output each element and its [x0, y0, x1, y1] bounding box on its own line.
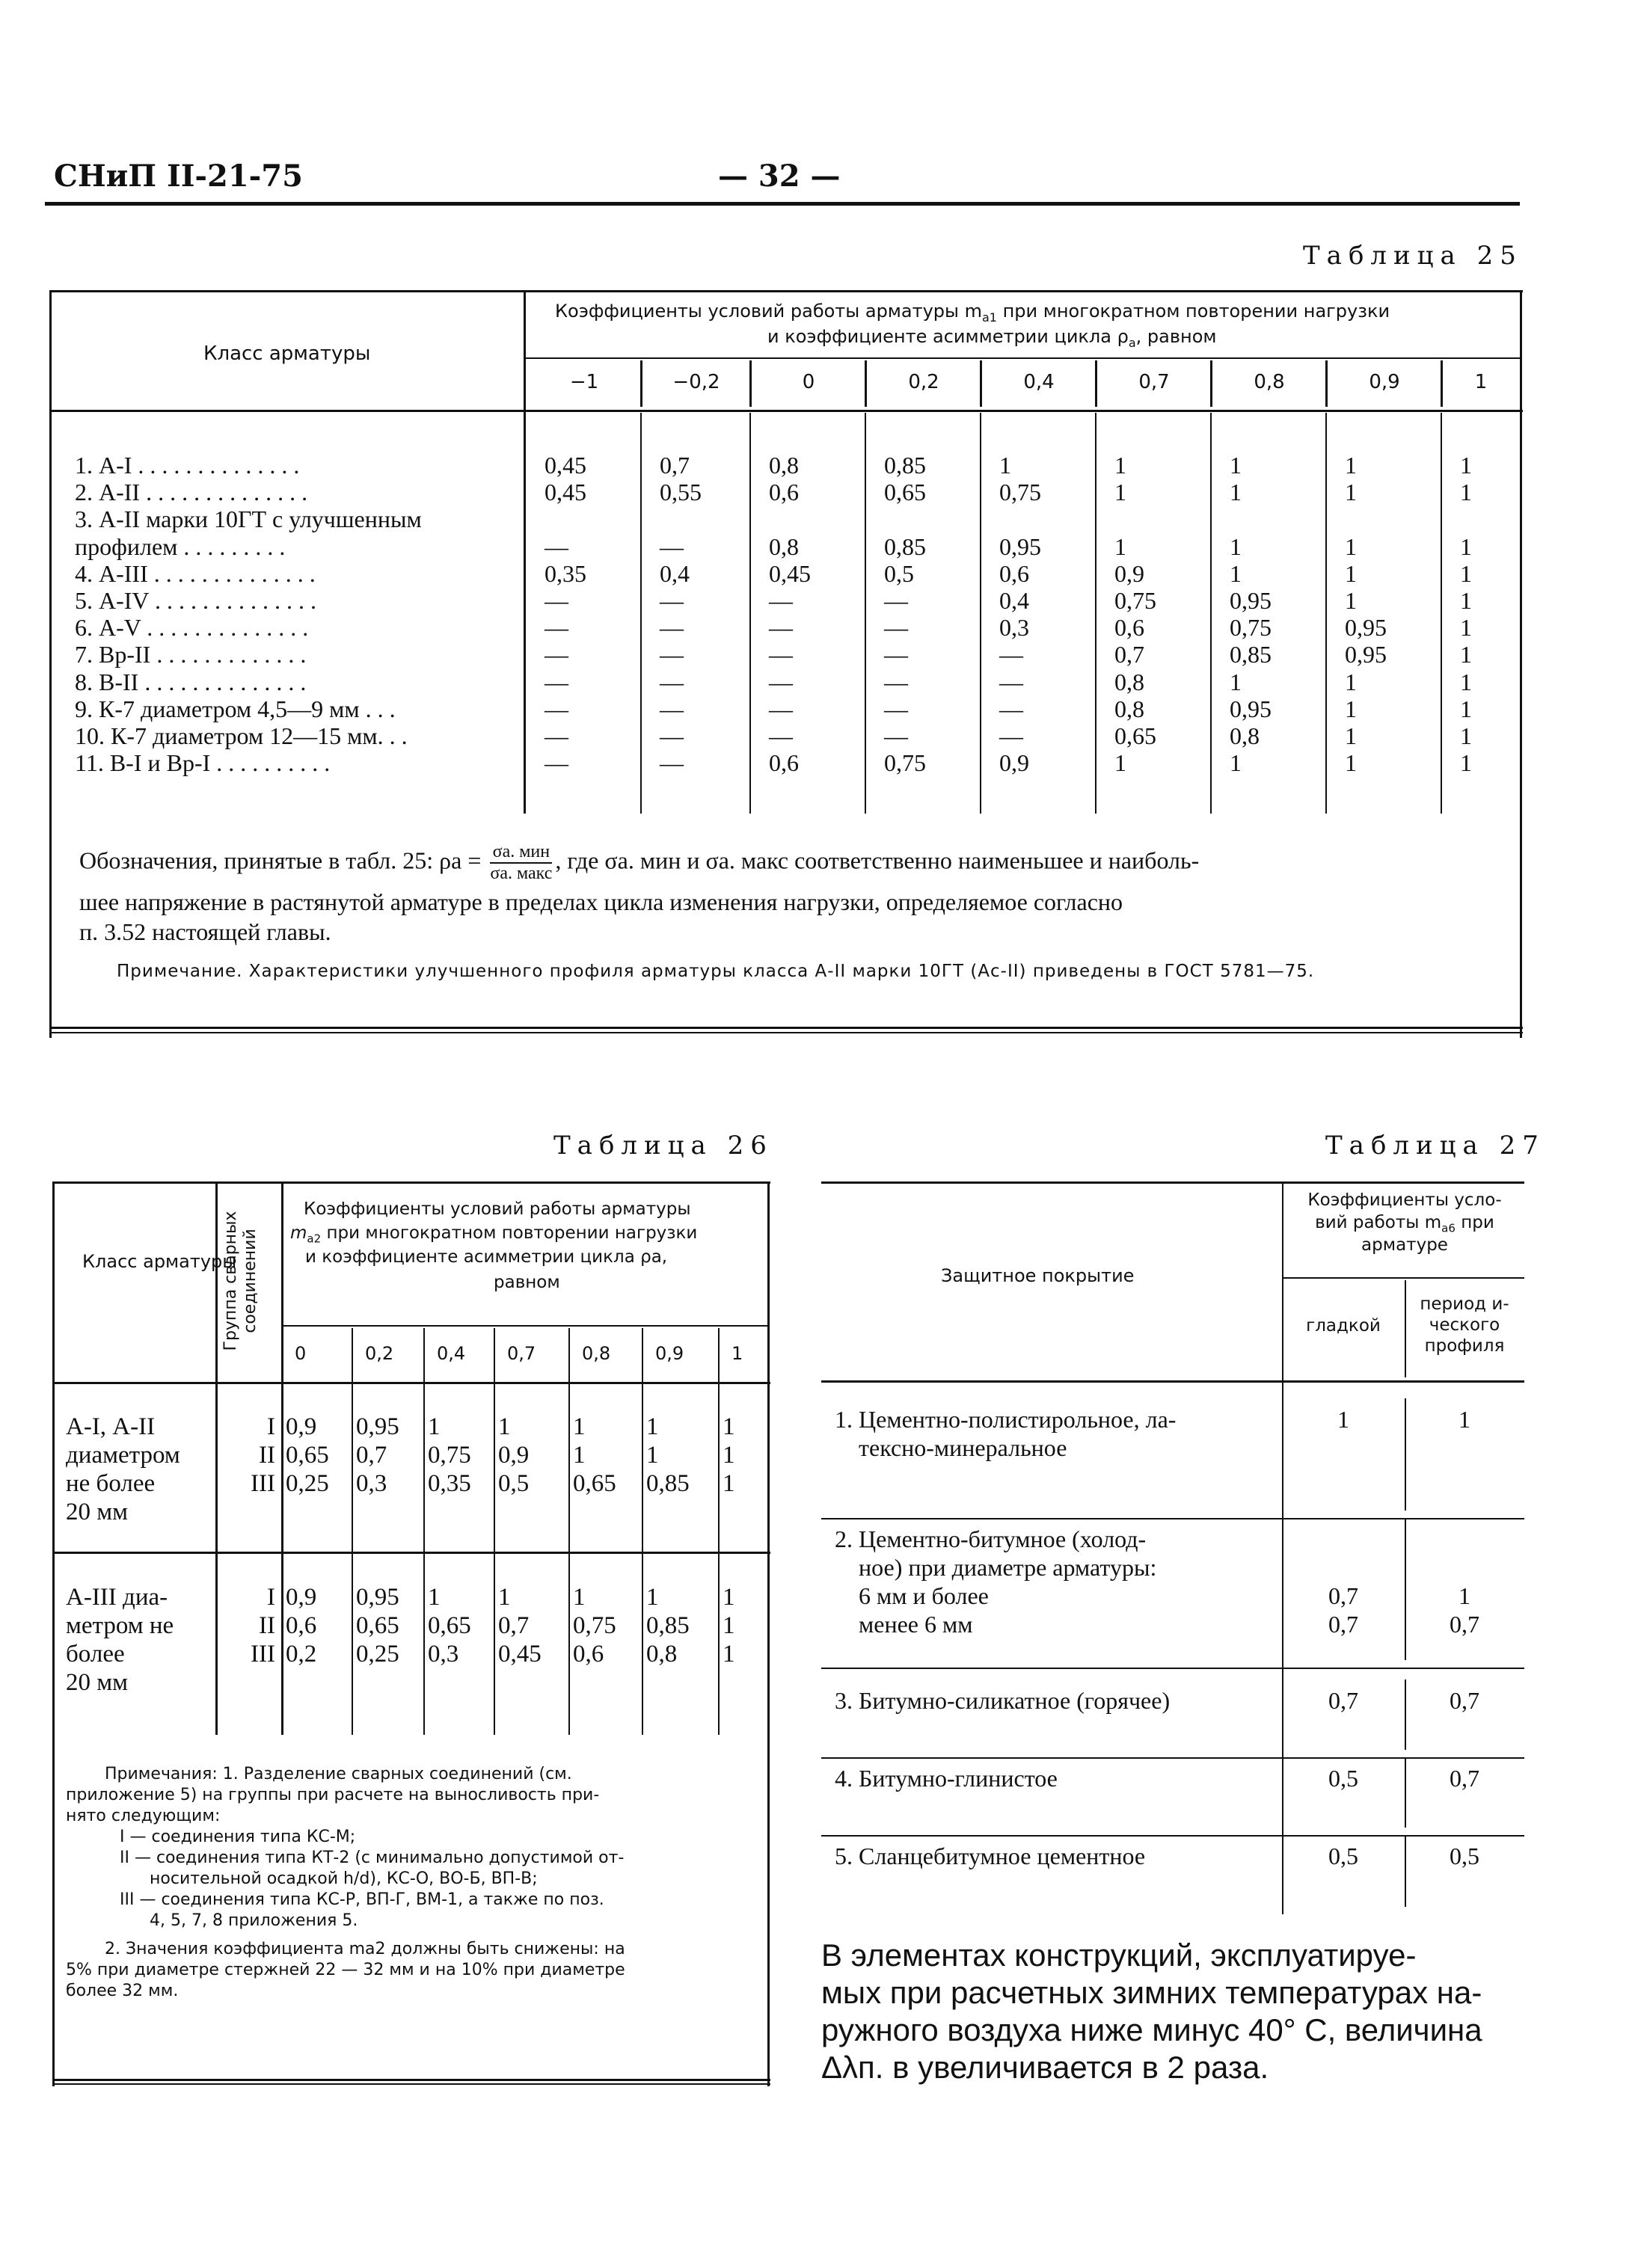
table25-row-label: 9. К-7 диаметром 4,5—9 мм . . .: [75, 695, 396, 722]
table25-row-label: 3. А-II марки 10ГТ с улучшенным: [75, 505, 422, 533]
table26-cell: 0,95: [356, 1584, 399, 1611]
table25-cell: 1: [1460, 532, 1472, 560]
table25-cell: 0,95: [999, 532, 1041, 560]
table26-cell: 0,65: [428, 1612, 471, 1639]
page-number: — 32 —: [718, 159, 841, 194]
table25-cell: 1: [1230, 749, 1242, 777]
footer-line: ружного воздуха ниже минус 40° С, величина: [821, 2012, 1482, 2047]
table25-cell: 0,7: [1114, 641, 1144, 669]
table25-row-label: 7. Вр-II . . . . . . . . . . . . .: [75, 641, 307, 669]
table25-group-header-line2: и коэффициенте асимметрии цикла $\rho_а$, равном: [767, 326, 1217, 350]
table25-cell: 1: [1230, 479, 1242, 506]
table26-cell: 1: [723, 1584, 735, 1611]
table25-cell: —: [999, 722, 1023, 749]
table26-cell: 1: [428, 1413, 441, 1440]
table25-cell: —: [884, 587, 908, 614]
table25-cell: —: [660, 614, 684, 642]
table26-cell: 0,9: [286, 1413, 317, 1440]
table25-row-label: 11. В-I и Вр-I . . . . . . . . . .: [75, 749, 331, 777]
table26-cell: 1: [646, 1413, 659, 1440]
table26-cell: 0,9: [498, 1442, 530, 1469]
table26-cell: 1: [573, 1442, 586, 1469]
table26-cell: 0,25: [356, 1641, 399, 1668]
table25-cell: —: [545, 749, 568, 777]
table27-periodic-head-line: ческого: [1429, 1315, 1500, 1335]
table26-block-label: А-III диа-: [66, 1584, 168, 1611]
table27-periodic-head-line: период и-: [1420, 1294, 1509, 1314]
table26-group: III: [251, 1641, 275, 1668]
table26-cell: 0,5: [498, 1470, 530, 1497]
table26-note-line: 5% при диаметре стержней 22 — 32 мм и на 10% при диаметре: [66, 1961, 625, 1979]
table25-cell: —: [660, 668, 684, 695]
table26-cell: 0,65: [286, 1442, 329, 1469]
table25-group-header-line1: Коэффициенты условий работы арматуры $m_{а1}$ при многократном повторении нагрузки: [555, 301, 1390, 325]
table27-header-line2: вий работы $m_{а6}$ при: [1315, 1213, 1494, 1235]
table26-note-line: I — соединения типа КС-М;: [120, 1828, 356, 1846]
table27-caption: Таблица 27: [1325, 1131, 1545, 1161]
table26-group: II: [259, 1612, 275, 1639]
table26-cell: 0,85: [646, 1612, 690, 1639]
table26-cell: 1: [723, 1442, 735, 1469]
table25-cell: 1: [1460, 587, 1472, 614]
table25-cell: 0,35: [545, 559, 586, 587]
table25-col-4: 0,4: [1023, 371, 1055, 393]
table26-cell: 1: [723, 1612, 735, 1639]
table26-group: II: [259, 1442, 275, 1469]
table25-row-label: 8. В-II . . . . . . . . . . . . . .: [75, 668, 307, 695]
table25-col-class: Класс арматуры: [203, 342, 371, 365]
table27-header-line1: Коэффициенты усло-: [1307, 1190, 1502, 1210]
table26-col-5: 0,9: [655, 1343, 684, 1364]
table27: [821, 1181, 1524, 1914]
table25-col-0: −1: [569, 371, 599, 393]
table26-group: III: [251, 1470, 275, 1497]
table26-cell: 0,3: [428, 1641, 459, 1668]
table25-cell: 0,4: [660, 559, 690, 587]
table27-row-label: 6 мм и более: [835, 1582, 989, 1609]
table26-cell: 0,85: [646, 1470, 690, 1497]
table25-row-label: 10. К-7 диаметром 12—15 мм. . .: [75, 722, 408, 749]
table25-col-7: 0,9: [1369, 371, 1400, 393]
table25-cell: —: [884, 722, 908, 749]
table26-note-line: III — соединения типа КС-Р, ВП-Г, ВМ-1, а также по поз.: [120, 1890, 604, 1909]
table26-note-line: 2. Значения коэффициента mа2 должны быть снижены: на: [105, 1940, 625, 1958]
footer-line: В элементах конструкций, эксплуатируе-: [821, 1937, 1417, 1973]
table25-cell: 1: [1460, 641, 1472, 669]
table25-col-8: 1: [1474, 371, 1488, 393]
table25-cell: —: [660, 641, 684, 669]
table25-formula-line2: шее напряжение в растянутой арматуре в пределах цикла изменения нагрузки, определяемое согласно: [79, 888, 1123, 915]
footer-paragraph: [821, 1937, 1482, 2086]
table26-cell: 1: [428, 1584, 441, 1611]
table27-col-divider: [1405, 1680, 1406, 1750]
table25-cell: 1: [1460, 668, 1472, 695]
table25-cell: —: [769, 668, 793, 695]
table26-cell: 1: [498, 1413, 511, 1440]
table25-cell: 1: [1114, 532, 1126, 560]
table25-cell: —: [545, 532, 568, 560]
table25-row-label: 5. А-IV . . . . . . . . . . . . . .: [75, 587, 316, 614]
table26-col-0: 0: [295, 1343, 307, 1364]
table25-cell: 1: [1345, 559, 1357, 587]
table25-cell: —: [999, 695, 1023, 722]
table25-cell: 0,85: [884, 452, 926, 479]
table26-block-label: метром не: [66, 1612, 174, 1639]
table25-cell: 1: [1460, 559, 1472, 587]
table27-row-label: тексно-минеральное: [835, 1434, 1067, 1461]
table25-formula-line3: п. 3.52 настоящей главы.: [79, 918, 331, 945]
table25-cell: 0,9: [999, 749, 1029, 777]
table25-cell: 0,6: [1114, 614, 1144, 642]
table25-cell: —: [884, 695, 908, 722]
table25-cell: 0,8: [1230, 722, 1260, 749]
table25-cell: 0,75: [884, 749, 926, 777]
table26-block-label: А-I, А-II: [66, 1413, 156, 1440]
table25-cell: —: [545, 668, 568, 695]
table26-note-line: более 32 мм.: [66, 1982, 179, 2000]
table27-row-label: 1. Цементно-полистирольное, ла-: [835, 1406, 1177, 1433]
table25-cell: 0,5: [884, 559, 914, 587]
table25-cell: 1: [1460, 614, 1472, 642]
table26-col-group: Группа сварных соединений: [221, 1211, 260, 1351]
table26-cell: 0,2: [286, 1641, 317, 1668]
table26-col-6: 1: [731, 1343, 743, 1364]
table27-row-label: 3. Битумно-силикатное (горячее): [835, 1687, 1171, 1714]
table25-cell: —: [545, 587, 568, 614]
table25-col-6: 0,8: [1254, 371, 1285, 393]
table27-row-label: 2. Цементно-битумное (холод-: [835, 1525, 1147, 1552]
table25-cell: —: [999, 668, 1023, 695]
table26-cell: 0,75: [573, 1612, 616, 1639]
table25-cell: —: [769, 722, 793, 749]
table25-cell: 0,8: [1114, 695, 1144, 722]
table25-cell: 0,75: [1230, 614, 1272, 642]
table25: [49, 290, 1523, 1038]
table25-cell: 1: [1460, 749, 1472, 777]
table25-cell: —: [884, 614, 908, 642]
table26-col-class: Класс арматуры: [82, 1251, 237, 1272]
table25-cell: —: [999, 641, 1023, 669]
table25-formula: Обозначения, принятые в табл. 25: ρа = σа. мин σа. макс , где σа. мин и σа. макс соответственно наименьшее и наиболь-: [79, 842, 1200, 883]
table26-note-line: нято следующим:: [66, 1807, 221, 1825]
table26-block-label: 20 мм: [66, 1669, 129, 1696]
table25-cell: 0,6: [769, 479, 799, 506]
table25-cell: 1: [1460, 479, 1472, 506]
table25-row-label: 4. А-III . . . . . . . . . . . . . .: [75, 559, 316, 587]
table27-col-divider: [1405, 1757, 1406, 1828]
table26-cell: 0,45: [498, 1641, 542, 1668]
table27-row-divider: [821, 1757, 1524, 1759]
table25-cell: 1: [1114, 749, 1126, 777]
table27-col-divider: [1405, 1518, 1406, 1660]
table27-row-divider: [821, 1835, 1524, 1837]
table25-col-3: 0,2: [908, 371, 939, 393]
table26-block-label: более: [66, 1641, 125, 1668]
footer-line: Δλп. в увеличивается в 2 раза.: [821, 2050, 1269, 2085]
table27-col-divider: [1405, 1398, 1406, 1511]
table25-cell: 0,95: [1230, 695, 1272, 722]
table27-periodic-value: 0,5: [1450, 1843, 1479, 1869]
table25-cell: 0,4: [999, 587, 1029, 614]
table25-cell: 0,8: [1114, 668, 1144, 695]
table26-cell: 0,6: [573, 1641, 604, 1668]
table25-cell: 1: [1345, 479, 1357, 506]
table25-cell: —: [884, 641, 908, 669]
table25-cell: 1: [1230, 559, 1242, 587]
table26-header-line1: Коэффициенты условий работы арматуры: [304, 1199, 691, 1219]
table25-cell: —: [660, 722, 684, 749]
table25-cell: 0,6: [999, 559, 1029, 587]
footer-line: мых при расчетных зимних температурах на-: [821, 1975, 1482, 2010]
table27-row-label: менее 6 мм: [835, 1611, 973, 1638]
table25-cell: —: [660, 532, 684, 560]
table25-cell: 1: [1114, 452, 1126, 479]
table26-cell: 0,65: [573, 1470, 616, 1497]
table26: [52, 1181, 770, 2086]
table25-cell: 1: [1460, 695, 1472, 722]
table25-cell: —: [660, 749, 684, 777]
table25-cell: 0,8: [769, 532, 799, 560]
table26-cell: 1: [573, 1584, 586, 1611]
table25-cell: 1: [1345, 695, 1357, 722]
table27-smooth-value: 0,7: [1328, 1611, 1358, 1638]
table25-cell: 1: [1114, 479, 1126, 506]
table25-cell: —: [545, 641, 568, 669]
table25-cell: 1: [1460, 452, 1472, 479]
table25-cell: 1: [1230, 452, 1242, 479]
table25-cell: 1: [1345, 532, 1357, 560]
table25-col-1: −0,2: [672, 371, 720, 393]
table26-cell: 0,7: [356, 1442, 387, 1469]
table25-cell: —: [769, 695, 793, 722]
table25-cell: 0,85: [884, 532, 926, 560]
table26-header-line2: $m_{а2}$ при многократном повторении нагрузки: [290, 1223, 698, 1246]
table27-col-divider: [1405, 1835, 1406, 1907]
document-code: СНиП II-21-75: [54, 159, 303, 194]
table25-cell: 0,55: [660, 479, 702, 506]
table25-cell: 0,65: [884, 479, 926, 506]
table27-periodic-head-line: профиля: [1424, 1336, 1505, 1356]
table25-cell: 0,85: [1230, 641, 1272, 669]
table25-cell: 1: [1345, 452, 1357, 479]
table26-cell: 0,25: [286, 1470, 329, 1497]
table26-cell: 1: [646, 1442, 659, 1469]
table25-cell: —: [769, 641, 793, 669]
table26-group: I: [267, 1413, 275, 1440]
table26-col-3: 0,7: [507, 1343, 536, 1364]
table27-periodic-value: 1: [1459, 1582, 1470, 1609]
table25-cell: 0,7: [660, 452, 690, 479]
table27-row-divider: [821, 1668, 1524, 1669]
table25-cell: 1: [999, 452, 1011, 479]
table27-periodic-value: 0,7: [1450, 1611, 1479, 1638]
table27-periodic-value: 1: [1459, 1406, 1470, 1433]
table27-header-line3: арматуре: [1361, 1235, 1448, 1255]
table26-cell: 0,3: [356, 1470, 387, 1497]
table27-smooth-value: 0,5: [1328, 1765, 1358, 1792]
table26-note-line: Примечания: 1. Разделение сварных соединений (см.: [105, 1765, 572, 1783]
table26-note-line: 4, 5, 7, 8 приложения 5.: [150, 1911, 358, 1930]
table26-cell: 0,7: [498, 1612, 530, 1639]
table26-header-line3: и коэффициенте асимметрии цикла ρа,: [305, 1247, 668, 1267]
table25-cell: 0,95: [1345, 641, 1387, 669]
table25-note: Примечание. Характеристики улучшенного профиля арматуры класса А-II марки 10ГТ (Ас-II) приведены в ГОСТ 5781—75.: [117, 962, 1315, 981]
table26-group: I: [267, 1584, 275, 1611]
table25-cell: 0,75: [1114, 587, 1156, 614]
table26-cell: 1: [498, 1584, 511, 1611]
table25-cell: 1: [1460, 722, 1472, 749]
table26-cell: 1: [723, 1413, 735, 1440]
table26-col-2: 0,4: [437, 1343, 466, 1364]
header-rule: [45, 202, 1520, 206]
table26-cell: 0,8: [646, 1641, 678, 1668]
table25-cell: 0,45: [545, 452, 586, 479]
table26-block-label: диаметром: [66, 1442, 180, 1469]
table26-caption: Таблица 26: [553, 1131, 773, 1161]
table26-block-label: 20 мм: [66, 1499, 129, 1525]
table27-smooth-value: 0,5: [1328, 1843, 1358, 1869]
table26-col-4: 0,8: [582, 1343, 611, 1364]
table25-caption: Таблица 25: [1303, 241, 1523, 271]
table25-cell: 0,8: [769, 452, 799, 479]
table25-cell: 1: [1345, 749, 1357, 777]
table26-cell: 1: [723, 1470, 735, 1497]
table26-cell: 0,9: [286, 1584, 317, 1611]
table27-smooth-value: 1: [1337, 1406, 1349, 1433]
table25-cell: —: [545, 695, 568, 722]
table25-cell: 0,75: [999, 479, 1041, 506]
table25-col-5: 0,7: [1138, 371, 1170, 393]
table27-row-divider: [821, 1518, 1524, 1519]
table25-cell: 0,65: [1114, 722, 1156, 749]
table27-col-cover: Защитное покрытие: [941, 1265, 1135, 1286]
table25-cell: 1: [1345, 587, 1357, 614]
table25-cell: 1: [1345, 722, 1357, 749]
table26-cell: 0,75: [428, 1442, 471, 1469]
table27-row-label: 5. Сланцебитумное цементное: [835, 1843, 1146, 1869]
table25-cell: —: [884, 668, 908, 695]
table26-note-line: приложение 5) на группы при расчете на выносливость при-: [66, 1786, 600, 1804]
table25-row-label: 2. А-II . . . . . . . . . . . . . .: [75, 479, 308, 506]
table25-cell: —: [769, 614, 793, 642]
table25-cell: —: [545, 722, 568, 749]
table25-cell: 0,6: [769, 749, 799, 777]
table25-row-label: 1. А-I . . . . . . . . . . . . . .: [75, 452, 300, 479]
table25-cell: 1: [1345, 668, 1357, 695]
table27-periodic-value: 0,7: [1450, 1765, 1479, 1792]
table26-cell: 1: [573, 1413, 586, 1440]
table26-cell: 1: [646, 1584, 659, 1611]
table25-cell: 1: [1230, 668, 1242, 695]
table25-cell: 0,3: [999, 614, 1029, 642]
table26-cell: 0,35: [428, 1470, 471, 1497]
table25-col-2: 0: [802, 371, 815, 393]
table27-sub-smooth: гладкой: [1306, 1316, 1381, 1336]
table26-cell: 0,65: [356, 1612, 399, 1639]
table26-cell: 0,6: [286, 1612, 317, 1639]
table27-smooth-value: 0,7: [1328, 1687, 1358, 1714]
table25-cell: 0,45: [545, 479, 586, 506]
table25-cell: 0,95: [1345, 614, 1387, 642]
table26-col-1: 0,2: [365, 1343, 394, 1364]
table25-row-label: профилем . . . . . . . . .: [75, 532, 286, 560]
table25-cell: 0,95: [1230, 587, 1272, 614]
table27-row-label: ное) при диаметре арматуры:: [835, 1554, 1157, 1581]
table26-note-line: носительной осадкой h/d), КС-О, ВО-Б, ВП-В;: [150, 1869, 538, 1888]
table25-cell: 0,9: [1114, 559, 1144, 587]
table25-cell: —: [660, 587, 684, 614]
table25-cell: —: [660, 695, 684, 722]
table25-cell: 0,45: [769, 559, 811, 587]
table25-cell: 1: [1230, 532, 1242, 560]
table26-cell: 0,95: [356, 1413, 399, 1440]
table25-row-label: 6. А-V . . . . . . . . . . . . . .: [75, 614, 309, 642]
table26-block-label: не более: [66, 1470, 156, 1497]
table26-cell: 1: [723, 1641, 735, 1668]
table27-smooth-value: 0,7: [1328, 1582, 1358, 1609]
table25-cell: —: [769, 587, 793, 614]
table27-periodic-value: 0,7: [1450, 1687, 1479, 1714]
table27-row-label: 4. Битумно-глинистое: [835, 1765, 1058, 1792]
table26-header-line4: равном: [494, 1273, 560, 1292]
table26-note-line: II — соединения типа КТ-2 (с минимально допустимой от-: [120, 1848, 625, 1867]
table25-cell: —: [545, 614, 568, 642]
table27-sub-periodic: [1408, 1294, 1521, 1356]
